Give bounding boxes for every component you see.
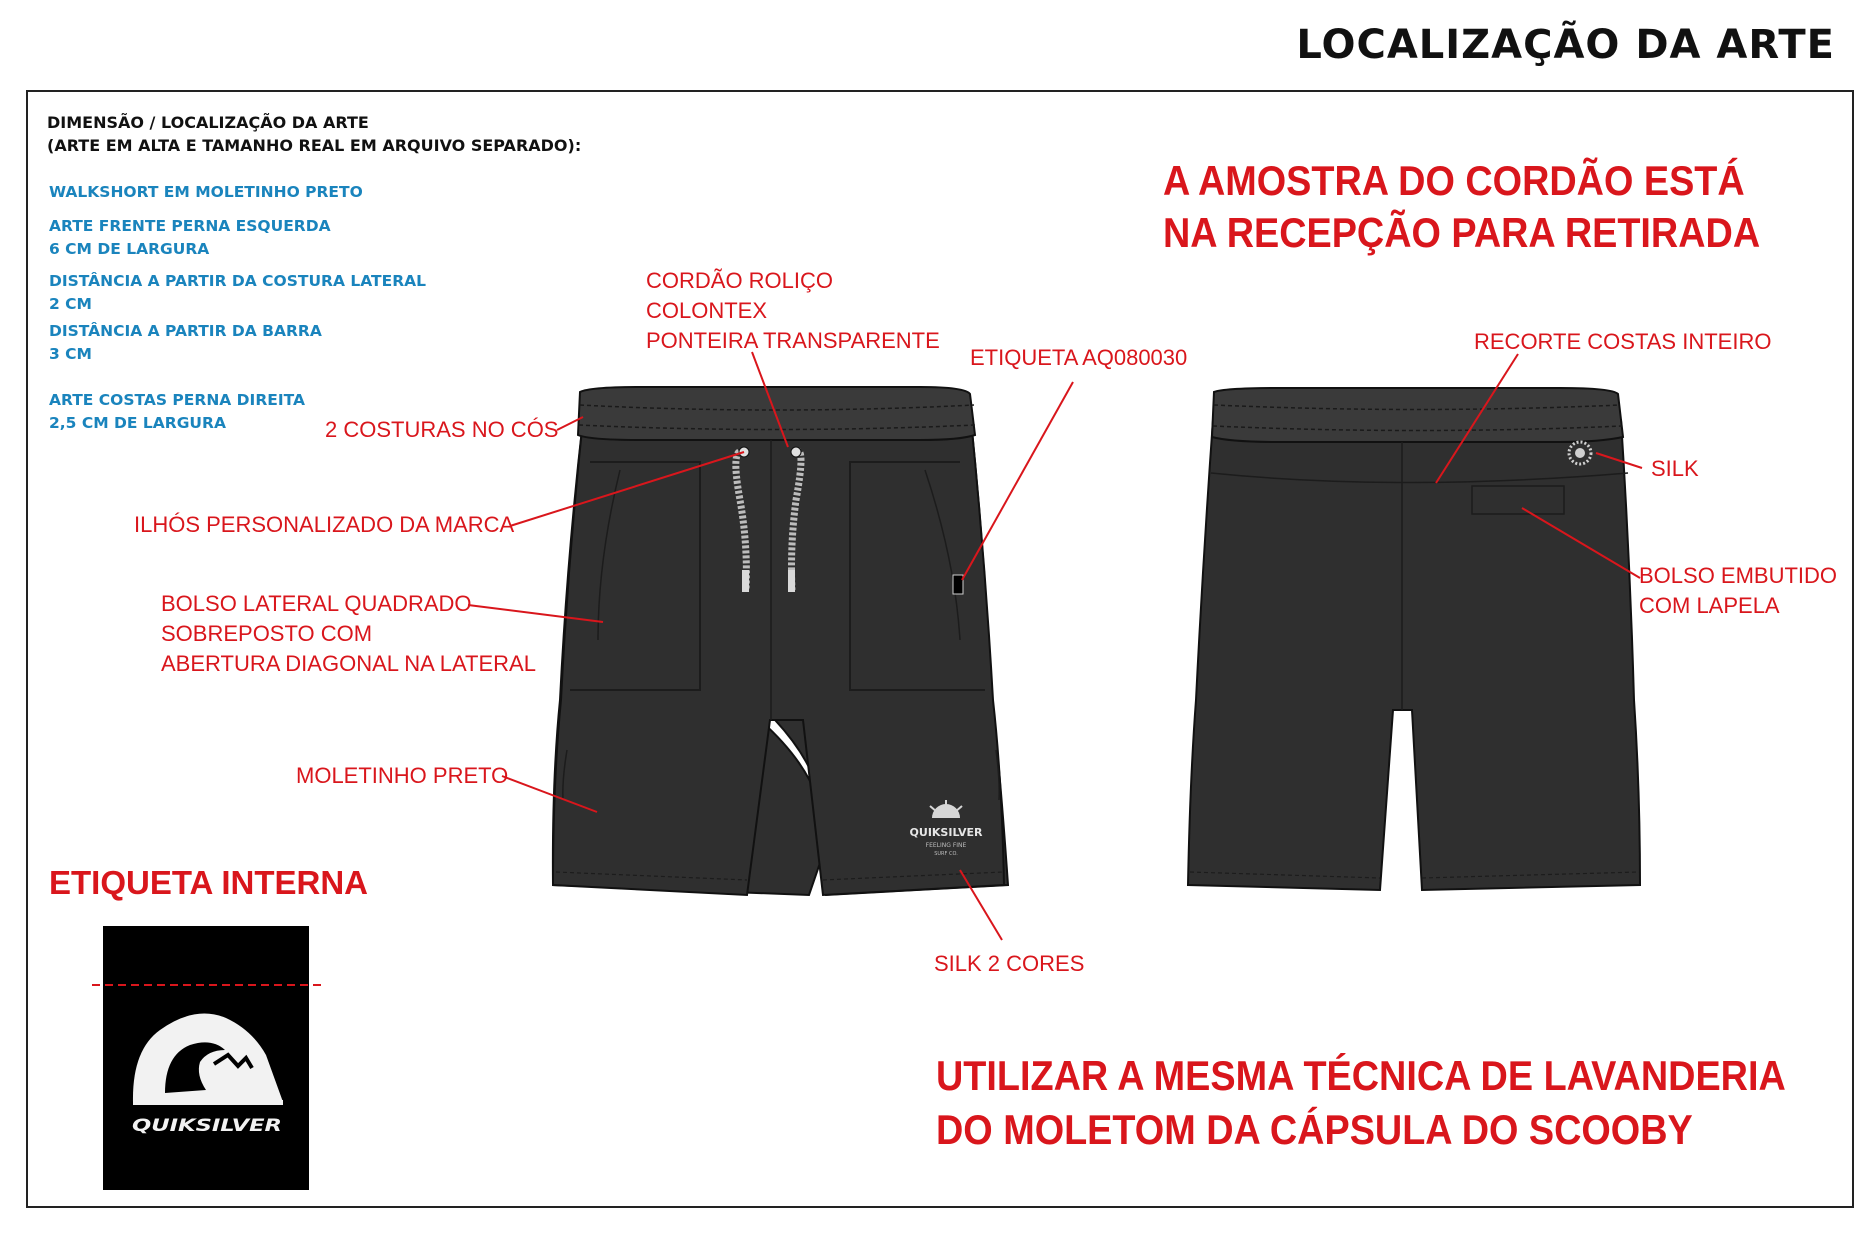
back-shorts — [1188, 388, 1640, 890]
callout-back-yoke: RECORTE COSTAS INTEIRO — [1474, 329, 1772, 354]
spec-side-seam-2: 2 CM — [49, 295, 92, 313]
callout-etiqueta: ETIQUETA AQ080030 — [970, 345, 1188, 370]
back-shorts-body — [1188, 420, 1640, 890]
etiqueta-tab — [953, 575, 963, 594]
callout-silk-2-cores: SILK 2 CORES — [934, 951, 1085, 976]
callout-eyelets: ILHÓS PERSONALIZADO DA MARCA — [134, 512, 515, 537]
inner-label-title: ETIQUETA INTERNA — [49, 864, 368, 901]
spec-front-art-1: ARTE FRENTE PERNA ESQUERDA — [49, 217, 331, 235]
spec-hem-2: 3 CM — [49, 345, 92, 363]
spec-side-seam-1: DISTÂNCIA A PARTIR DA COSTURA LATERAL — [49, 272, 427, 290]
callout-fabric: MOLETINHO PRETO — [296, 763, 509, 788]
notice-cord-1: A AMOSTRA DO CORDÃO ESTÁ — [1163, 157, 1745, 204]
callout-silk: SILK — [1651, 456, 1699, 481]
page-title: LOCALIZAÇÃO DA ARTE — [1296, 22, 1835, 68]
callout-back-pocket-2: COM LAPELA — [1639, 593, 1780, 618]
notice-laundry-1: UTILIZAR A MESMA TÉCNICA DE LAVANDERIA — [936, 1052, 1786, 1099]
front-print-line2: FEELING FINE — [925, 842, 967, 849]
spec-product: WALKSHORT EM MOLETINHO PRETO — [49, 183, 363, 201]
front-shorts — [553, 387, 1008, 895]
front-print-brand: QUIKSILVER — [909, 826, 983, 839]
spec-heading-1: DIMENSÃO / LOCALIZAÇÃO DA ARTE — [47, 113, 369, 132]
callout-pocket-2: SOBREPOSTO COM — [161, 621, 373, 646]
callout-cord-3: PONTEIRA TRANSPARENTE — [646, 328, 940, 353]
spec-back-art-2: 2,5 CM DE LARGURA — [49, 414, 226, 432]
spec-hem-1: DISTÂNCIA A PARTIR DA BARRA — [49, 322, 322, 340]
notice-cord-2: NA RECEPÇÃO PARA RETIRADA — [1163, 209, 1761, 256]
callout-cord-2: COLONTEX — [646, 298, 768, 323]
back-waistband — [1212, 388, 1623, 442]
callout-back-pocket-1: BOLSO EMBUTIDO — [1639, 563, 1838, 588]
spec-back-art-1: ARTE COSTAS PERNA DIREITA — [49, 391, 305, 409]
callout-waistband-seams: 2 COSTURAS NO CÓS — [325, 417, 559, 442]
inner-label — [92, 926, 322, 1190]
spec-heading-2: (ARTE EM ALTA E TAMANHO REAL EM ARQUIVO SEPARADO): — [47, 136, 582, 155]
callout-pocket-3: ABERTURA DIAGONAL NA LATERAL — [161, 651, 536, 676]
callout-cord-1: CORDÃO ROLIÇO — [646, 268, 834, 293]
callout-pocket-1: BOLSO LATERAL QUADRADO — [161, 591, 472, 616]
inner-label-brand: QUIKSILVER — [132, 1116, 282, 1136]
eyelet-right-icon — [791, 447, 801, 457]
front-waistband — [578, 387, 975, 440]
front-print-line3: SURF CO. — [934, 851, 958, 857]
spec-front-art-2: 6 CM DE LARGURA — [49, 240, 210, 258]
notice-laundry-2: DO MOLETOM DA CÁPSULA DO SCOOBY — [936, 1106, 1693, 1153]
